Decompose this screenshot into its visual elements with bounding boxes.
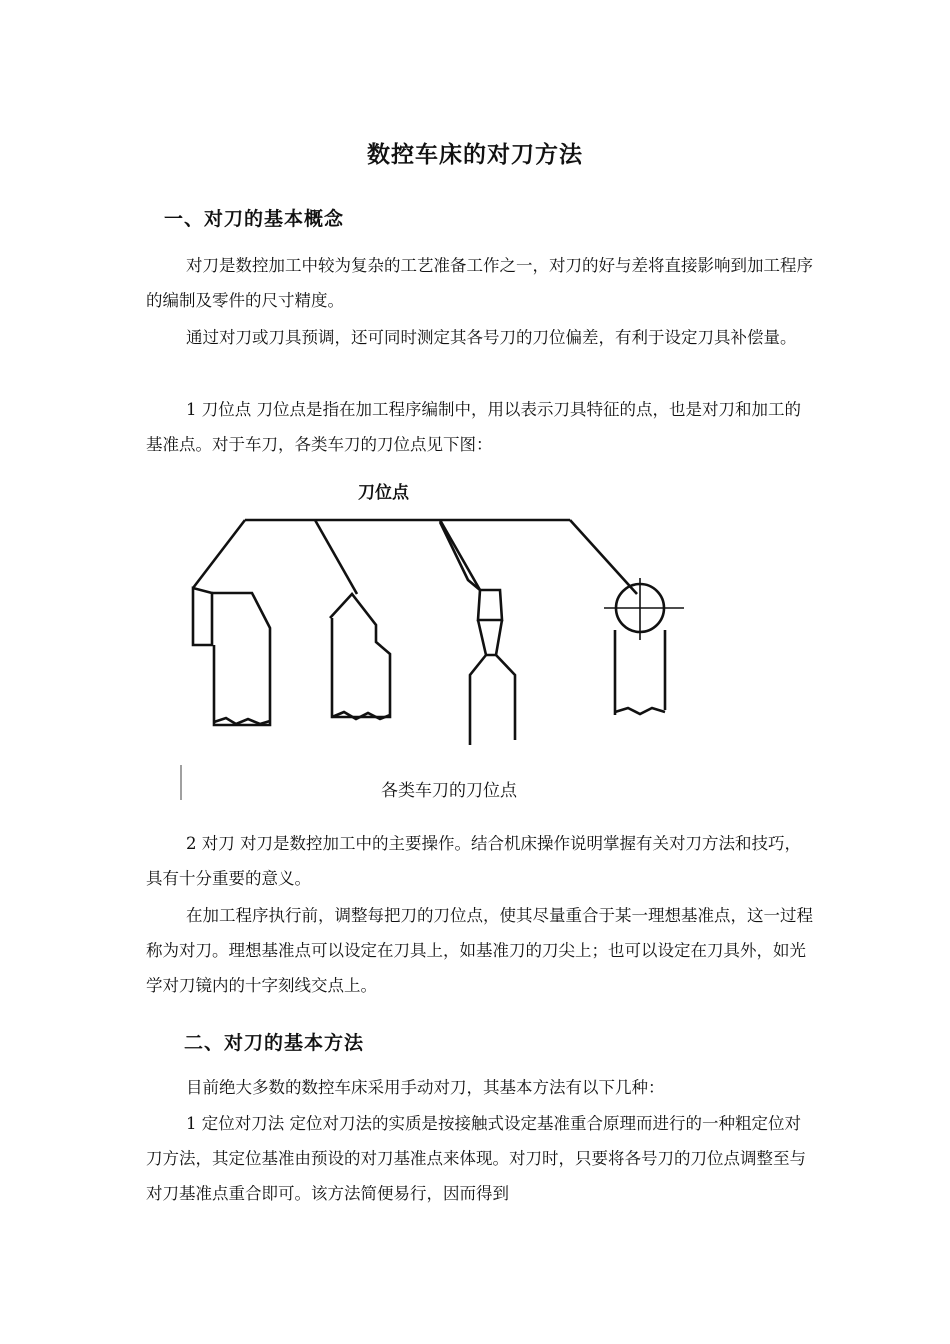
tool-4-shank xyxy=(615,630,665,715)
paragraph: 2 对刀 对刀是数控加工中的主要操作。结合机床操作说明掌握有关对刀方法和技巧，具有十分重要的意义。 xyxy=(146,834,801,888)
paragraph: 1 定位对刀法 定位对刀法的实质是按接触式设定基准重合原理而进行的一种粗定位对刀方法，其定位基准由预设的对刀基准点来体现。对刀时，只要将各号刀的刀位点调整至与对刀基准点重合即可。该方法简便易行，因而得到 xyxy=(146,1114,806,1203)
figure-label: 刀位点 xyxy=(358,483,409,503)
paragraph: 对刀是数控加工中较为复杂的工艺准备工作之一，对刀的好与差将直接影响到加工程序的编制及零件的尺寸精度。 xyxy=(146,256,813,310)
figure-leader-line xyxy=(315,520,357,594)
tool-2-body xyxy=(330,594,390,717)
paragraph: 1 刀位点 刀位点是指在加工程序编制中，用以表示刀具特征的点，也是对刀和加工的基准点。对于车刀，各类车刀的刀位点见下图： xyxy=(146,400,801,454)
tool-1-break-line xyxy=(214,718,270,724)
page-title: 数控车床的对刀方法 xyxy=(367,142,583,168)
section-heading-basic-concept: 一、对刀的基本概念 xyxy=(164,208,345,230)
tool-1-body xyxy=(193,588,212,645)
tool-1-shank xyxy=(212,593,270,725)
section-heading-basic-methods: 二、对刀的基本方法 xyxy=(184,1032,365,1054)
tool-4-break-line xyxy=(615,708,665,714)
paragraph: 在加工程序执行前，调整每把刀的刀位点，使其尽量重合于某一理想基准点，这一过程称为对刀。理想基准点可以设定在刀具上，如基准刀的刀尖上；也可以设定在刀具外，如光学对刀镜内的十字刻线交点上。 xyxy=(146,906,813,995)
figure-leader-line xyxy=(193,520,245,588)
paragraph: 通过对刀或刀具预调，还可同时测定其各号刀的刀位偏差，有利于设定刀具补偿量。 xyxy=(186,328,797,347)
tool-3-tip xyxy=(478,590,502,620)
figure-caption: 各类车刀的刀位点 xyxy=(381,781,517,801)
tool-3-shank xyxy=(470,655,515,745)
figure-leader-line xyxy=(570,520,637,594)
tool-3-neck xyxy=(478,620,502,655)
paragraph: 目前绝大多数的数控车床采用手动对刀，其基本方法有以下几种： xyxy=(186,1078,665,1097)
